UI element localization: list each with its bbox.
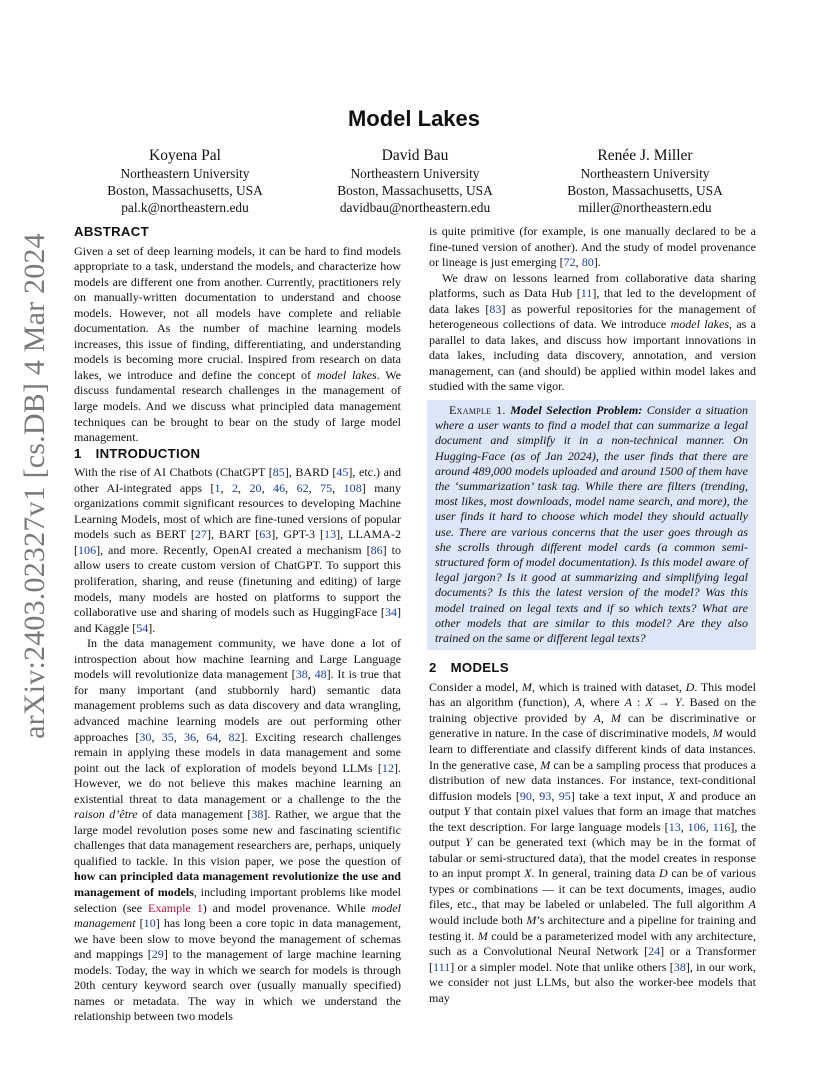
- paper-title: Model Lakes: [347, 106, 481, 131]
- models-heading: [429, 660, 756, 676]
- italic-text: M: [610, 710, 621, 725]
- section-number: 2: [429, 660, 437, 676]
- citation-link[interactable]: 13: [324, 527, 337, 542]
- example-label: Example 1.: [449, 403, 506, 418]
- citation-link[interactable]: 106: [687, 819, 706, 834]
- italic-text: Y: [465, 835, 472, 850]
- italic-text: M: [712, 726, 723, 741]
- italic-text: X: [645, 695, 653, 710]
- italic-text: A: [593, 710, 601, 725]
- citation-link[interactable]: 11: [580, 286, 593, 301]
- author-name: Koyena Pal: [149, 147, 221, 164]
- intro-heading: [74, 446, 401, 462]
- example-crossref-link[interactable]: Example 1: [148, 900, 203, 915]
- author-affiliation: Northeastern University: [580, 166, 710, 181]
- abstract-heading: ABSTRACT: [74, 224, 149, 239]
- italic-text: M: [540, 757, 551, 772]
- author-email[interactable]: davidbau@northeastern.edu: [339, 199, 491, 215]
- citation-link[interactable]: 108: [343, 480, 362, 495]
- author-email[interactable]: pal.k@northeastern.edu: [121, 199, 249, 215]
- citation-link[interactable]: 72: [563, 255, 576, 270]
- author-location: Boston, Massachusetts, USA: [337, 182, 493, 198]
- citation-link[interactable]: 95: [558, 788, 571, 803]
- citation-link[interactable]: 20: [249, 480, 262, 495]
- citation-link[interactable]: 80: [581, 255, 594, 270]
- citation-link[interactable]: 2: [232, 480, 239, 495]
- italic-text: D: [685, 679, 695, 694]
- citation-link[interactable]: 34: [384, 605, 397, 620]
- citation-link[interactable]: 38: [251, 807, 264, 822]
- citation-link[interactable]: 116: [712, 819, 731, 834]
- intro-paragraph-2: In the data management community, we have done a lot of introspection about how machine learning and Large Language models will revolutionize data management [38, 48]. It is true that for many important (and stubbornly hard) semantic data management problems such as data discovery and data wrangling, advanced machine learning models are out performing other approaches [30, 35, 36, 64, 82]. Exciting research challenges remain in applying these models in data management and some point out the lack of exploration of models beyond LLMs [12]. However, we do not believe this makes machine learning an existential threat to data management or a challenge to the the raison d’être of data management [38]. Rather, we argue that the large model revolution poses some new and fascinating scientific challenges that data management researchers are, perhaps, uniquely qualified to tackle. In this vision paper, we pose the question of how can principled data management revolutionize the use and management of models, including important problems like model selection (see Example 1) and model provenance. While model management [10] has long been a core topic in data management, we have been slow to move beyond the management of schemas and mappings [29] to the management of large machine learning models. Today, the way in which we search for models is through 20th century keyword search over (usually manually specified) names or metadata. The way in which we understand the relationship between two models: [74, 636, 402, 1024]
- citation-link[interactable]: 24: [648, 944, 661, 959]
- right-column: [429, 224, 756, 1006]
- author-affiliation: Northeastern University: [350, 166, 480, 181]
- left-column: [74, 224, 401, 1025]
- citation-link[interactable]: 36: [183, 729, 197, 744]
- author-1: [70, 146, 300, 216]
- citation-link[interactable]: 13: [668, 819, 681, 834]
- citation-link[interactable]: 85: [272, 465, 285, 480]
- intro-paragraph-1: With the rise of AI Chatbots (ChatGPT [85], BARD [45], etc.) and other AI-integrated apps [1, 2, 20, 46, 62, 75, 108] many organizations commit significant resources to developing Machine Learning Models, most of which are fine-tuned versions of popular models such as BERT [27], BART [63], GPT-3 [13], LLAMA-2 [106], and more. Recently, OpenAI created a mechanism [86] to allow users to create custom version of ChatGPT. To support this proliferation, sharing, and reuse (finetuning and editing) of large models, many models are hosted on platforms to support the collaborative use and sharing of models such as HuggingFace [34] and Kaggle [54].: [74, 465, 402, 635]
- italic-text: Y: [674, 695, 682, 710]
- abstract-text: Given a set of deep learning models, it can be hard to find models appropriate to a task, understand the models, and characterize how models are different one from another. Currently, practitioners rely on manually-written documentation to understand and choose models. However, not all models have complete and reliable documentation. As the number of machine learning models increases, this issue of finding, differentiating, and understanding models is becoming more crucial. Inspired from research on data lakes, we introduce and define the concept of model lakes. We discuss fundamental research challenges in the management of large models. And we discuss what principled data management techniques can be brought to bear on the study of large model management.: [74, 243, 401, 445]
- italic-text: X: [524, 866, 532, 881]
- citation-link[interactable]: 83: [489, 301, 502, 316]
- italic-text: M: [521, 679, 532, 694]
- italic-text: D: [658, 866, 668, 881]
- citation-link[interactable]: 75: [320, 480, 333, 495]
- citation-link[interactable]: 62: [296, 480, 309, 495]
- citation-link[interactable]: 90: [519, 788, 532, 803]
- citation-link[interactable]: 54: [136, 620, 149, 635]
- intro-paragraph-4: We draw on lessons learned from collaborative data sharing platforms, such as Data Hub [11], that led to the development of data lakes [83] as powerful repositories for the management of heterogeneous collections of data. We introduce model lakes, as a parallel to data lakes, and discuss how important innovations in data lakes, including data discovery, annotation, and version management, can (and should) be applied within model lakes and studied with the same vigor.: [429, 270, 756, 394]
- citation-link[interactable]: 63: [259, 527, 272, 542]
- citation-link[interactable]: 30: [139, 729, 152, 744]
- italic-text: raison d’être: [74, 807, 138, 822]
- section-title: MODELS: [450, 660, 509, 676]
- author-name: David Bau: [381, 147, 449, 164]
- author-email[interactable]: miller@northeastern.edu: [578, 199, 712, 215]
- citation-link[interactable]: 111: [433, 959, 451, 974]
- author-block: [70, 146, 760, 216]
- author-affiliation: Northeastern University: [120, 166, 250, 181]
- author-3: [530, 146, 760, 216]
- italic-text: A: [748, 897, 756, 912]
- italic-text: M: [477, 928, 488, 943]
- example-box: [427, 400, 756, 650]
- author-location: Boston, Massachusetts, USA: [567, 182, 723, 198]
- italic-text: model lakes: [670, 317, 730, 332]
- citation-link[interactable]: 35: [161, 729, 174, 744]
- italic-text: A: [574, 695, 583, 710]
- citation-link[interactable]: 82: [228, 729, 241, 744]
- bold-text: how can principled data management revolutionize the use and management of models: [74, 869, 401, 899]
- italic-text: A: [624, 695, 632, 710]
- author-2: [300, 146, 530, 216]
- citation-link[interactable]: 12: [381, 760, 394, 775]
- citation-link[interactable]: 38: [295, 667, 308, 682]
- italic-text: Y: [463, 804, 471, 819]
- author-name: Renée J. Miller: [597, 147, 693, 164]
- citation-link[interactable]: 45: [336, 465, 349, 480]
- section-title: INTRODUCTION: [95, 445, 201, 461]
- citation-link[interactable]: 93: [539, 788, 552, 803]
- citation-link[interactable]: 38: [673, 959, 686, 974]
- italic-text: X: [667, 788, 676, 803]
- arxiv-side-stamp: arXiv:2403.02327v1 [cs.DB] 4 Mar 2024: [18, 233, 51, 739]
- citation-link[interactable]: 106: [78, 542, 97, 557]
- models-paragraph: Consider a model, M, which is trained with dataset, D. This model has an algorithm (function), A, where A : X → Y. Based on the training objective provided by A, M can be discriminative or generative in nature. In the case of discriminative models, M would learn to differentiate and classify different kinds of data instances. In the generative case, M can be a sampling process that produces a distribution of new data instances. For instance, text-conditional diffusion models [90, 93, 95] take a text input, X and produce an output Y that contain pixel values that form an image that matches the text description. For large language models [13, 106, 116], the output Y can be generated text (which may be in the format of tabular or semi-structured data), that the model creates in response to an input prompt X. In general, training data D can be of various types or combinations — it can be text documents, images, audio files, etc., that may be labeled or unlabeled. The full algorithm A would include both M’s architecture and a pipeline for training and testing it. M could be a parameterized model with any architecture, such as a Convolutional Neural Network [24] or a Transformer [111] or a simpler model. Note that unlike others [38], in our work, we consider not just LLMs, but also the worker-bee models that may: [429, 679, 757, 1005]
- citation-link[interactable]: 46: [273, 480, 286, 495]
- citation-link[interactable]: 48: [314, 667, 327, 682]
- example-title: Model Selection Problem:: [510, 403, 643, 418]
- citation-link[interactable]: 27: [194, 527, 207, 542]
- citation-link[interactable]: 29: [151, 947, 164, 962]
- section-number: 1: [74, 445, 82, 461]
- intro-paragraph-3: is quite primitive (for example, is one manually declared to be a fine-tuned version of another). And the study of model provenance or lineage is just emerging [72, 80].: [429, 224, 756, 270]
- author-location: Boston, Massachusetts, USA: [107, 182, 263, 198]
- italic-text: M: [526, 913, 537, 928]
- italic-text: model management: [74, 900, 401, 931]
- example-text: Consider a situation where a user wants to find a model that can summarize a legal document and simplify it in a non-technical manner. On Hugging-Face (as of Jan 2024), the user finds that there are around 489,000 models uploaded and around 1500 of them have the ‘summarization’ task tag. While there are filters (trending, most likes, most downloads, model name search, and more), the user finds it hard to choose which model they should actually use. There are various concerns that the user goes through as she scrolls through different model cards (a common semi-structured form of model documentation). Is this model aware of legal jargon? Is it good at summarizing and simplifying legal documents? Is this the latest version of the model? Was this model trained on legal texts and if so which texts? What are other models that are similar to this model? Are they also trained on the same or different legal texts?: [435, 403, 749, 646]
- citation-link[interactable]: 64: [206, 729, 219, 744]
- citation-link[interactable]: 86: [370, 542, 383, 557]
- citation-link[interactable]: 1: [214, 480, 221, 495]
- citation-link[interactable]: 10: [143, 916, 156, 931]
